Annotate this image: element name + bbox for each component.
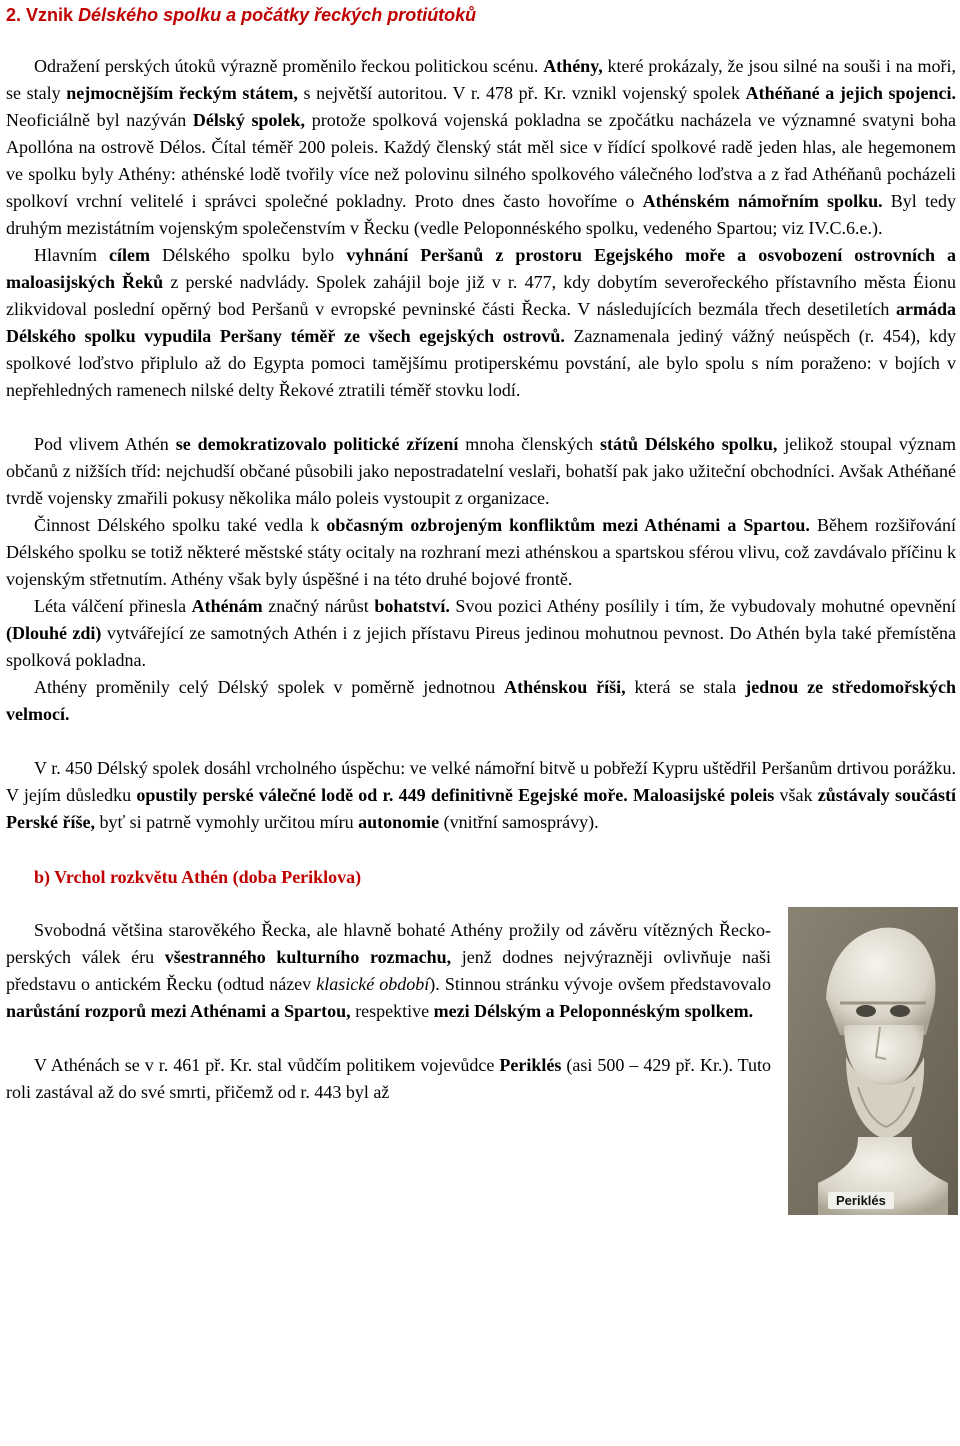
text-run: značný nárůst xyxy=(262,596,375,616)
text-run: (vnitřní samosprávy). xyxy=(439,812,599,832)
text-run: občasným ozbrojeným konfliktům mezi Athénami a Spartou. xyxy=(326,515,810,535)
text-run: Délský spolek, xyxy=(192,110,306,130)
text-run: však xyxy=(774,785,818,805)
text-run: jednou ze středomořských velmocí. xyxy=(6,677,956,724)
text-run: Athénském námořním spolku. xyxy=(642,191,883,211)
text-run: (Dlouhé zdi) xyxy=(6,623,102,643)
text-run: protože spolková vojenská pokladna se zpočátku nacházela ve významné svatyni boha Apollóna na ostrově Délos. Čítal téměř 200 poleis. Každý členský stát měl sice v řídící spolkové radě jeden hlas, ale hegemonem ve spolku byly Athény: athénské lodě tvořily více než polovinu silného spolkového válečného loďstva a z řad Athéňanů pocházeli spolkoví vrchní velitelé i správci společné pokladny. Proto dnes často hovoříme o xyxy=(6,110,956,211)
text-run: Během rozšiřování Délského spolku se totiž některé městské státy ocitaly na rozhraní mezi athénskou a spartskou sférou vlivu, což zavdávalo příčinu k vojenským střetnutím. Athény však byly úspěšné i na této druhé bojové frontě. xyxy=(6,515,956,589)
paragraph-2 xyxy=(6,242,956,404)
bottom-section xyxy=(6,917,956,1208)
text-run: Byl tedy druhým mezistátním vojenským společenstvím v Řecku (vedle Peloponnéského spolku, vedeného Spartou; viz IV.C.6.e.). xyxy=(6,191,956,238)
document-page xyxy=(6,4,957,1208)
text-run: jelikož stoupal význam občanů z nižších tříd: nejchudší občané působili jako nepostradatelní veslaři, bohatší pak jako užiteční obchodníci. Avšak Athéňané tvrdě vojensky zmařili pokusy několika málo poleis vystoupit z organizace. xyxy=(6,434,956,508)
text-run: všestranného kulturního rozmachu, xyxy=(164,947,452,967)
text-run: mnoha členských xyxy=(458,434,600,454)
text-run: zůstávaly součástí Perské říše, xyxy=(6,785,956,832)
heading-italic: Délského spolku a počátky řeckých protiútoků xyxy=(78,5,477,25)
paragraph-6 xyxy=(6,674,956,728)
text-run: Odražení perských útoků výrazně proměnilo řeckou politickou scénu. xyxy=(34,56,544,76)
text-run: nejmocnějším řeckým státem, xyxy=(66,83,298,103)
text-run: Svou pozici Athény posílily i tím, že vybudovaly mohutné opevnění xyxy=(449,596,956,616)
text-run: armáda Délského spolku vypudila Peršany téměř ze všech egejských ostrovů. xyxy=(6,299,956,346)
text-run: narůstání rozporů mezi Athénami a Spartou, xyxy=(6,1001,351,1021)
paragraph-4 xyxy=(6,512,956,593)
text-run: jenž dodnes nejvýrazněji ovlivňuje naši představu o antickém Řecku (odtud název xyxy=(6,947,771,994)
section-heading xyxy=(6,4,956,26)
text-run: ). Stinnou stránku vývoje ovšem představovalo xyxy=(429,974,771,994)
text-run: vytvářející ze samotných Athén i z jejich přístavu Pireus jedinou mohutnou pevnost. Do Athén byla také přemístěna spolková pokladna. xyxy=(6,623,957,670)
text-run: s největší autoritou. V r. 478 př. Kr. vznikl vojenský spolek xyxy=(297,83,746,103)
text-run: států Délského spolku, xyxy=(600,434,778,454)
text-run: Hlavním xyxy=(34,245,110,265)
text-run: klasické období xyxy=(316,974,430,994)
text-run: bohatství. xyxy=(374,596,450,616)
text-run: opustily perské válečné lodě od r. 449 definitivně Egejské moře. Maloasijské poleis xyxy=(136,785,775,805)
text-run: byť si patrně vymohly určitou míru xyxy=(94,812,359,832)
text-run: Athénám xyxy=(191,596,263,616)
paragraph-8 xyxy=(6,917,771,1025)
bust-portrait-icon xyxy=(788,907,958,1215)
paragraph-9 xyxy=(6,1052,771,1106)
paragraph-1 xyxy=(6,53,956,242)
text-run: V Athénách se v r. 461 př. Kr. stal vůdčím politikem vojevůdce xyxy=(34,1055,500,1075)
text-run: V r. 450 Délský spolek dosáhl vrcholného úspěchu: ve velké námořní bitvě u pobřeží Kypru uštědřil Peršanům drtivou porážku. V jejím důsledku xyxy=(6,758,956,805)
text-run: Athéňané a jejich spojenci. xyxy=(745,83,956,103)
text-run: mezi Délským a Peloponnéským spolkem. xyxy=(433,1001,754,1021)
subheading: b) Vrchol rozkvětu Athén (doba Periklova) xyxy=(34,867,362,887)
text-run: Pod vlivem Athén xyxy=(34,434,176,454)
text-run: Athény, xyxy=(543,56,603,76)
text-run: Periklés xyxy=(499,1055,562,1075)
paragraph-3 xyxy=(6,431,956,512)
text-run: Athénskou říši, xyxy=(504,677,626,697)
paragraph-7 xyxy=(6,755,956,836)
text-run: autonomie xyxy=(358,812,440,832)
text-run: vyhnání Peršanů z prostoru Egejského moře a osvobození ostrovních a maloasijských Řeků xyxy=(6,245,956,292)
text-run: se demokratizovalo politické zřízení xyxy=(175,434,459,454)
text-run: Athény proměnily celý Délský spolek v poměrně jednotnou xyxy=(34,677,505,697)
pericles-bust-image xyxy=(788,907,958,1215)
text-run: Neoficiálně byl nazýván xyxy=(6,110,193,130)
text-run: Léta válčení přinesla xyxy=(34,596,192,616)
text-run: které prokázaly, že jsou silné na souši i na moři, se staly xyxy=(6,56,956,103)
heading-pre: Vznik xyxy=(26,5,74,25)
paragraph-5 xyxy=(6,593,956,674)
text-run: Činnost Délského spolku také vedla k xyxy=(34,515,327,535)
text-run: respektive xyxy=(350,1001,434,1021)
text-run: Svobodná většina starověkého Řecka, ale hlavně bohaté Athény prožily od závěru vítězných Řecko-perských válek éru xyxy=(6,920,771,967)
text-run: Délského spolku bylo xyxy=(150,245,347,265)
text-run: (asi 500 – 429 př. Kr.). Tuto roli zastával až do své smrti, přičemž od r. 443 byl až xyxy=(6,1055,772,1102)
heading-number: 2. xyxy=(6,5,22,25)
text-run: cílem xyxy=(109,245,151,265)
image-caption: Periklés xyxy=(828,1192,894,1209)
text-run: která se stala xyxy=(625,677,746,697)
text-run: Zaznamenala jediný vážný neúspěch (r. 454), kdy spolkové loďstvo připlulo až do Egypta pomoci tamějšímu protiperskému povstání, ale bylo spolu s ním poraženo: v bojích v nepřehledných ramenech nilské delty Řekové ztratili téměř stovku lodí. xyxy=(6,326,956,400)
text-run: z perské nadvlády. Spolek zahájil boje již v r. 477, kdy dobytím severořeckého přístavního města Éionu zlikvidoval poslední opěrný bod Peršanů v evropské pevninské části Řecka. V následujících bezmála třech desetiletích xyxy=(6,272,956,319)
